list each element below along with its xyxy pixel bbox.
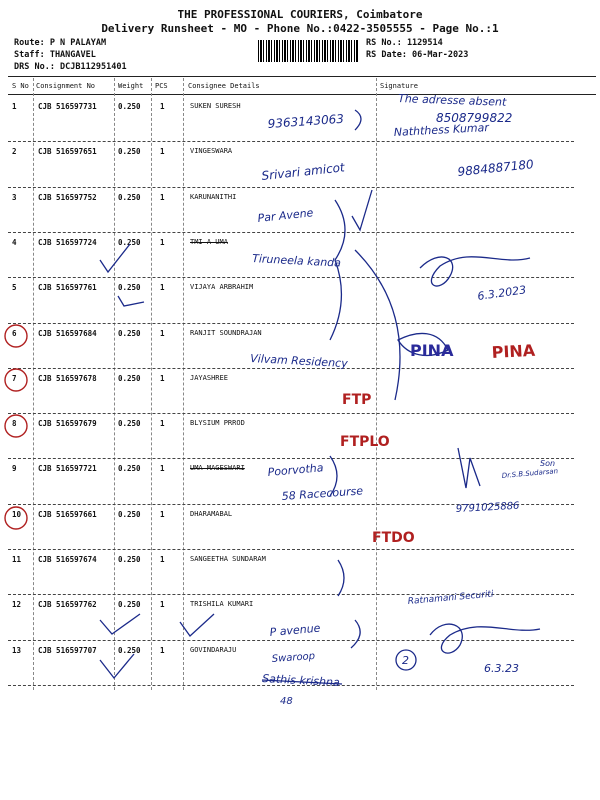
row-sno: 13 bbox=[12, 645, 22, 655]
tick-mark bbox=[100, 244, 130, 272]
handwritten-note: P avenue bbox=[269, 621, 321, 639]
row-weight: 0.250 bbox=[118, 237, 141, 247]
row-sno: 3 bbox=[12, 192, 17, 202]
row-weight: 0.250 bbox=[118, 600, 141, 610]
runsheet-subtitle: Delivery Runsheet - MO - Phone No.:0422-3505555 - Page No.:1 bbox=[101, 22, 499, 35]
brace-mark bbox=[355, 110, 361, 130]
row-weight: 0.250 bbox=[118, 102, 141, 111]
row-circle-8 bbox=[5, 415, 27, 437]
row-consignee: VINGESWARA bbox=[190, 147, 233, 156]
handwritten-note: Poorvotha bbox=[267, 461, 324, 479]
signature-scribble bbox=[430, 624, 540, 653]
row-pcs: 1 bbox=[160, 373, 165, 383]
row-consignment: CJB 516597761 bbox=[38, 283, 97, 293]
row-consignee: RANJIT SOUNDRAJAN bbox=[190, 328, 262, 337]
row-weight: 0.250 bbox=[118, 192, 141, 202]
col-header-consignee: Consignee Details bbox=[188, 82, 260, 90]
col-header-pcs: PCS bbox=[155, 82, 168, 90]
tick-mark bbox=[352, 190, 372, 230]
signature-scribble bbox=[420, 257, 530, 286]
row-weight: 0.250 bbox=[118, 147, 141, 157]
row-sno: 11 bbox=[12, 555, 22, 564]
signature-scribble bbox=[458, 448, 480, 488]
row-weight: 0.250 bbox=[118, 509, 141, 519]
row-pcs: 1 bbox=[160, 509, 165, 519]
row-pcs: 1 bbox=[160, 192, 165, 202]
row-sno: 1 bbox=[12, 102, 17, 111]
route-label: Route: P N PALAYAM bbox=[14, 38, 107, 48]
handwritten-phone: 9884887180 bbox=[456, 157, 535, 179]
row-pcs: 1 bbox=[160, 147, 165, 157]
row-consignment: CJB 516597674 bbox=[38, 555, 97, 564]
row-weight: 0.250 bbox=[118, 373, 141, 383]
row-weight: 0.250 bbox=[118, 645, 141, 655]
row-consignment: CJB 516597752 bbox=[38, 192, 97, 202]
row-consignee: SUKEN SURESH bbox=[190, 102, 241, 110]
row-consignment: CJB 516597721 bbox=[38, 464, 97, 474]
row-consignee: SANGEETHA SUNDARAM bbox=[190, 555, 266, 563]
handwritten-name: Dr.S.B.Sudarsan bbox=[501, 467, 559, 480]
stamp-mark: PINA bbox=[410, 341, 454, 360]
col-header-signature: Signature bbox=[380, 82, 418, 90]
row-sno: 2 bbox=[12, 147, 17, 157]
rs-date: RS Date: 06-Mar-2023 bbox=[366, 50, 469, 60]
row-consignee: KARUNANITHI bbox=[190, 192, 237, 201]
staff-label: Staff: THANGAVEL bbox=[14, 50, 96, 60]
stamp-mark: FTDO bbox=[372, 530, 415, 546]
row-sno: 6 bbox=[12, 328, 17, 338]
handwritten-note: Tiruneela kanda bbox=[251, 252, 342, 270]
handwritten-date: 6.3.2023 bbox=[476, 283, 527, 303]
handwritten-phone: 9363143063 bbox=[267, 111, 345, 131]
row-weight: 0.250 bbox=[118, 419, 141, 429]
row-pcs: 1 bbox=[160, 328, 165, 338]
row-consignment: CJB 516597762 bbox=[38, 600, 97, 610]
row-circle-10 bbox=[5, 507, 27, 529]
row-consignee: TMI A UMA bbox=[190, 237, 228, 246]
row-consignment: CJB 516597651 bbox=[38, 147, 97, 157]
stamp-mark: FTP bbox=[342, 392, 372, 408]
row-consignment: CJB 516597707 bbox=[38, 645, 97, 655]
handwritten-note: Srivari amicot bbox=[260, 160, 346, 183]
row-weight: 0.250 bbox=[118, 555, 141, 564]
row-sno: 4 bbox=[12, 237, 17, 247]
row-pcs: 1 bbox=[160, 283, 165, 293]
brace-mark bbox=[338, 560, 344, 596]
stamp-mark: PINA bbox=[491, 340, 536, 362]
row-consignee: BLYSIUM PRROD bbox=[190, 419, 245, 428]
row-consignee: GOVINDARAJU bbox=[190, 645, 237, 654]
handwritten-note: Swaroop bbox=[271, 650, 316, 665]
row-consignment: CJB 516597661 bbox=[38, 509, 97, 519]
handwritten-note: Ratnamani Securiti bbox=[407, 589, 494, 607]
company-title: THE PROFESSIONAL COURIERS, Coimbatore bbox=[177, 8, 423, 21]
row-consignee: VIJAYA ARBRAHIM bbox=[190, 283, 254, 292]
row-consignment: CJB 516597731 bbox=[38, 102, 97, 111]
brace-mark bbox=[351, 620, 360, 648]
row-pcs: 1 bbox=[160, 600, 165, 610]
row-consignee: JAYASHREE bbox=[190, 373, 228, 382]
col-header-weight: Weight bbox=[118, 82, 144, 90]
row-consignee: DHARAMABAL bbox=[190, 509, 233, 518]
row-pcs: 1 bbox=[160, 102, 165, 111]
row-sno: 10 bbox=[12, 509, 22, 519]
handwritten-phone: 9791025886 bbox=[455, 500, 520, 515]
tick-mark bbox=[100, 614, 140, 634]
handwritten-note: Vilvam Residency bbox=[249, 352, 348, 371]
row-circle-7 bbox=[5, 369, 27, 391]
row-sno: 12 bbox=[12, 600, 22, 610]
row-sno: 8 bbox=[12, 419, 17, 429]
row-pcs: 1 bbox=[160, 645, 165, 655]
stamp-mark: FTPLO bbox=[340, 434, 390, 450]
rs-number: RS No.: 1129514 bbox=[366, 38, 443, 48]
handwritten-number: 2 bbox=[402, 654, 409, 667]
row-weight: 0.250 bbox=[118, 283, 141, 293]
handwritten-note: Son bbox=[540, 459, 556, 468]
row-pcs: 1 bbox=[160, 419, 165, 429]
row-circle-6 bbox=[5, 325, 27, 347]
row-sno: 5 bbox=[12, 283, 17, 293]
tick-mark bbox=[118, 296, 144, 306]
tick-mark bbox=[100, 654, 134, 678]
tick-mark bbox=[180, 614, 214, 636]
row-pcs: 1 bbox=[160, 237, 165, 247]
handwritten-note: 48 bbox=[280, 696, 293, 707]
handwritten-note: Par Avene bbox=[256, 206, 314, 225]
brace-mark bbox=[355, 250, 400, 400]
handwritten-date: 6.3.23 bbox=[484, 662, 519, 675]
handwritten-name: Naththess Kumar bbox=[393, 121, 490, 139]
row-consignment: CJB 516597678 bbox=[38, 373, 97, 383]
handwritten-note: Sathis krishna bbox=[261, 672, 341, 690]
row-consignee: UMA MAGESWARI bbox=[190, 464, 245, 473]
row-consignee: TRISHILA KUMARI bbox=[190, 600, 254, 609]
row-weight: 0.250 bbox=[118, 464, 141, 474]
col-header-sno: S No bbox=[12, 82, 29, 90]
handwritten-note: The adresse absent bbox=[397, 92, 507, 109]
row-consignment: CJB 516597684 bbox=[38, 328, 97, 338]
col-header-consignment: Consignment No bbox=[36, 82, 96, 90]
row-sno: 9 bbox=[12, 464, 17, 474]
brace-mark bbox=[330, 200, 345, 340]
row-pcs: 1 bbox=[160, 464, 165, 474]
row-consignment: CJB 516597679 bbox=[38, 419, 97, 429]
handwritten-note: 58 Racecourse bbox=[281, 484, 364, 503]
row-sno: 7 bbox=[12, 373, 17, 383]
drs-number: DRS No.: DCJB112951401 bbox=[14, 62, 127, 72]
handwritten-phone: 8508799822 bbox=[436, 111, 513, 125]
row-pcs: 1 bbox=[160, 555, 165, 564]
row-weight: 0.250 bbox=[118, 328, 141, 338]
row-consignment: CJB 516597724 bbox=[38, 237, 97, 247]
